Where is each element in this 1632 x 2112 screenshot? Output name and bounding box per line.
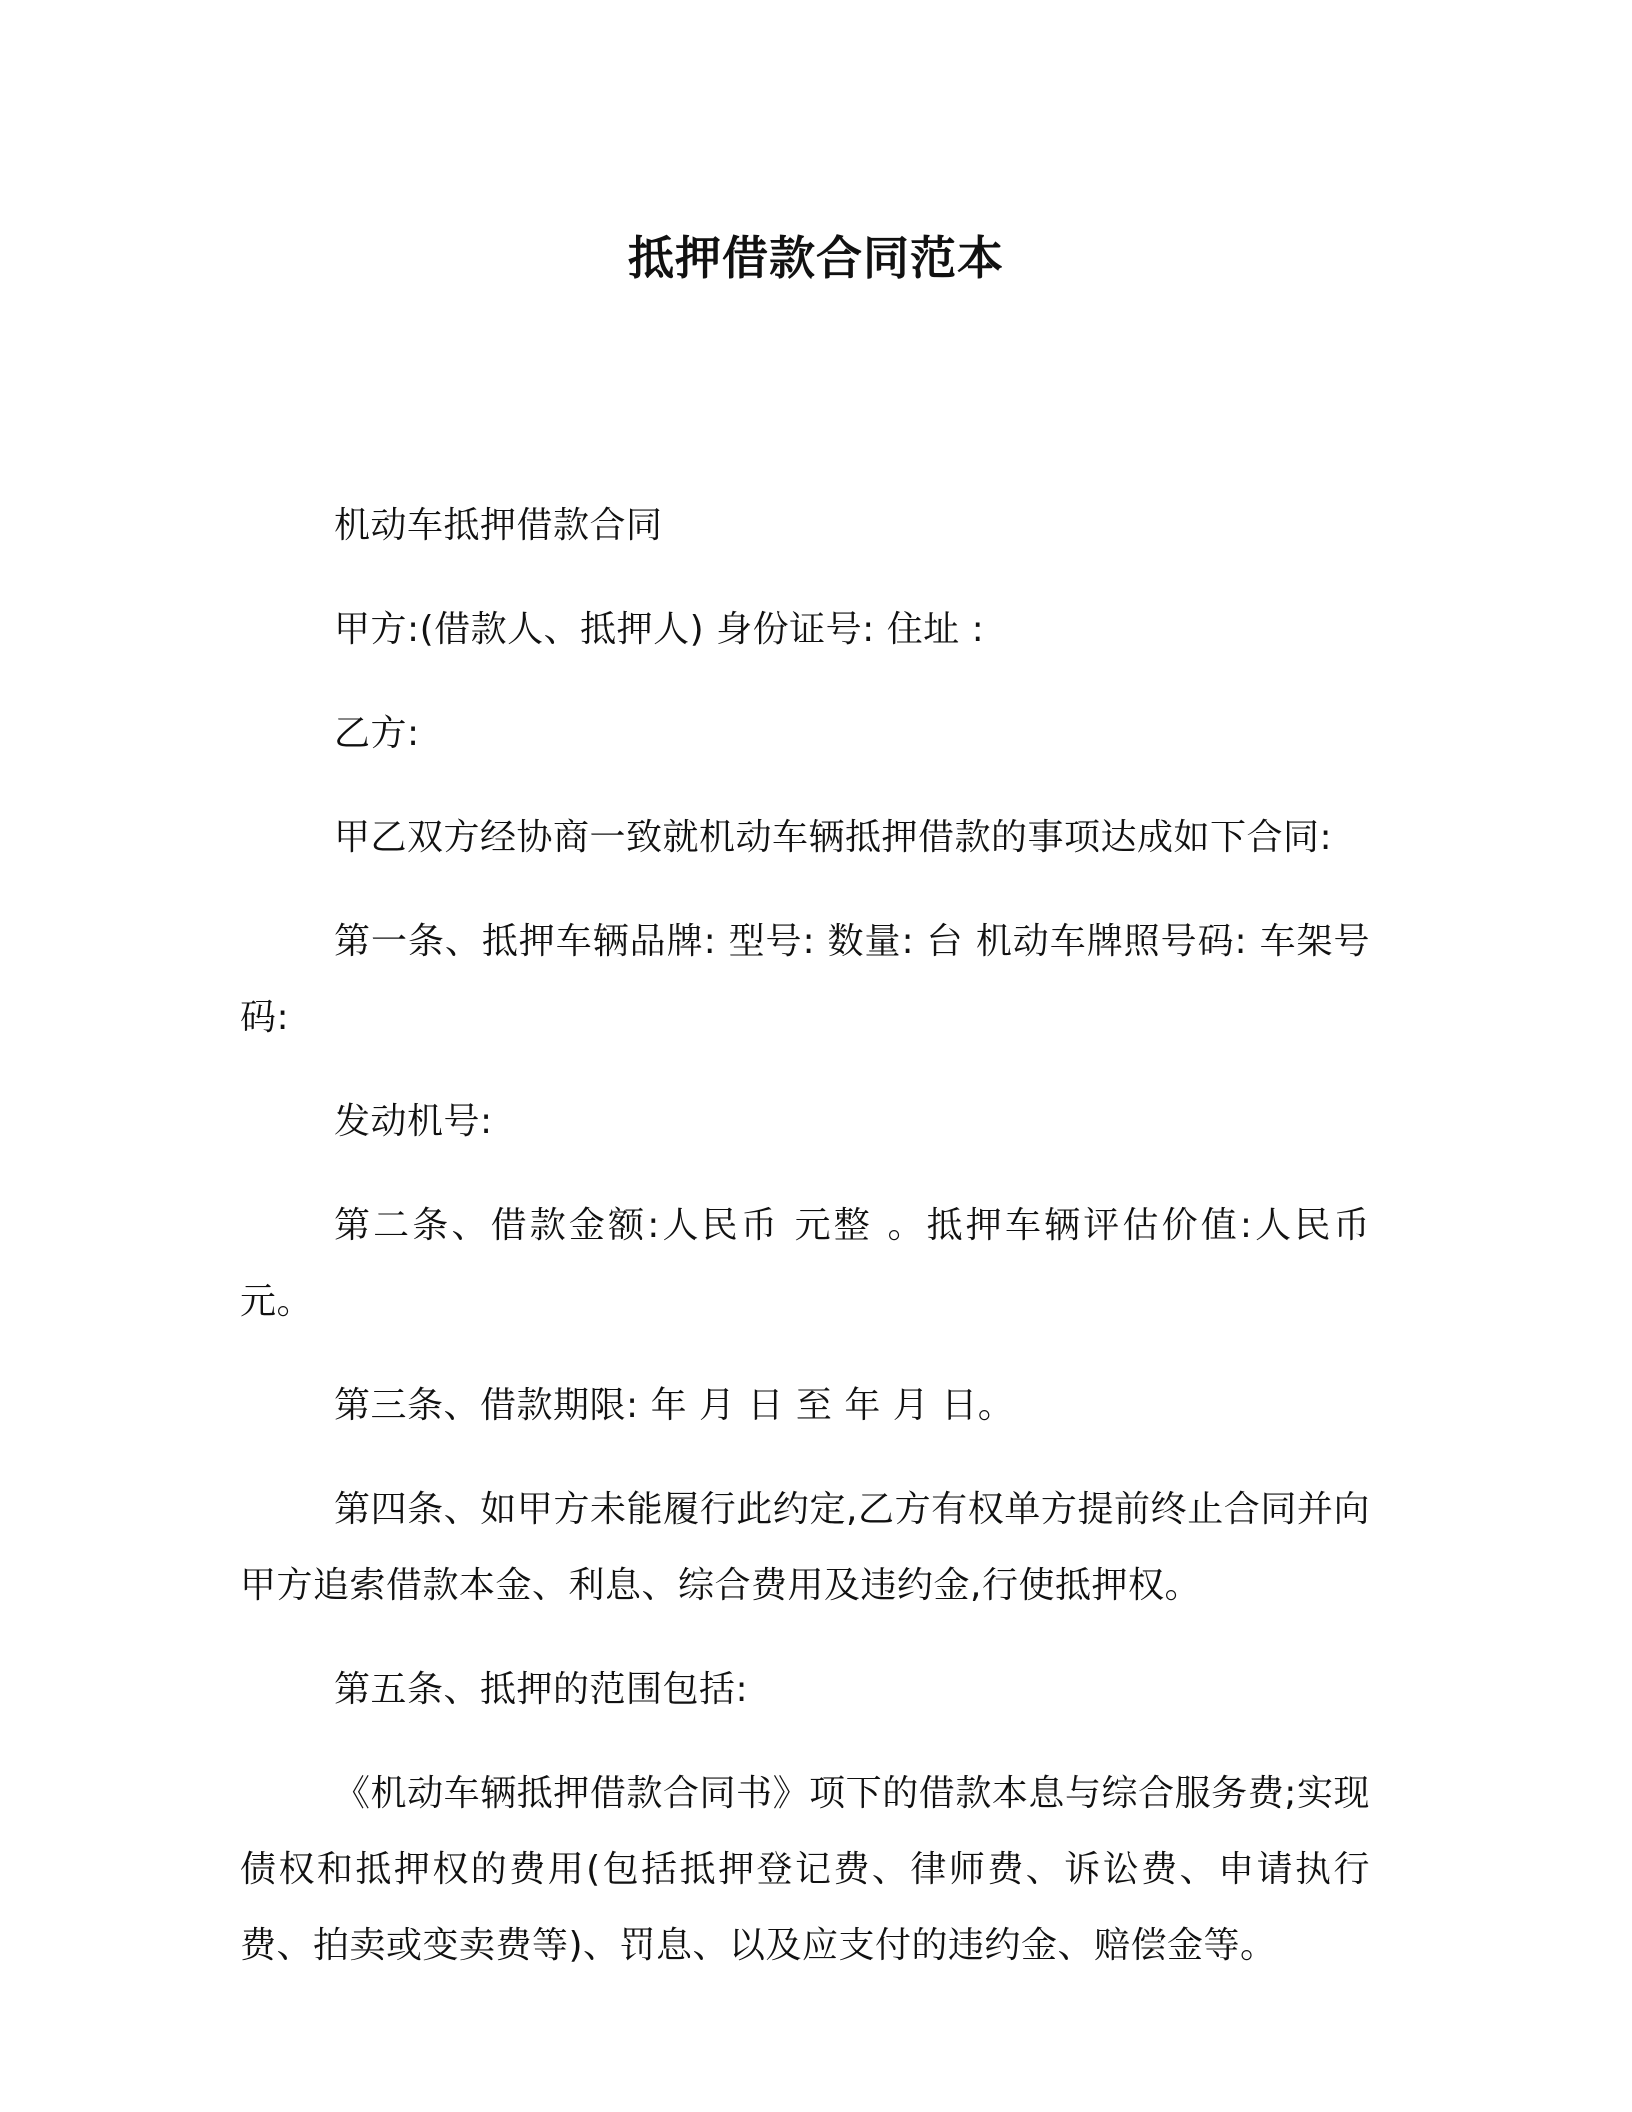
paragraph-party-b: 乙方: <box>334 713 420 754</box>
paragraph-article-3: 第三条、借款期限: 年 月 日 至 年 月 日。 <box>334 1385 1015 1426</box>
paragraph-article-5: 第五条、抵押的范围包括: <box>334 1669 749 1710</box>
paragraph-article-5-scope: 《机动车辆抵押借款合同书》项下的借款本息与综合服务费;实现债权和抵押权的费用(包括抵押登记费、律师费、诉讼费、申请执行费、拍卖或变卖费等)、罚息、以及应支付的违约金、赔偿金等。 <box>240 1773 1370 1966</box>
paragraph-article-2: 第二条、借款金额:人民币 元整 。抵押车辆评估价值:人民币 元。 <box>240 1205 1370 1322</box>
paragraph-agreement-intro: 甲乙双方经协商一致就机动车辆抵押借款的事项达成如下合同: <box>334 817 1333 858</box>
paragraph-engine-number: 发动机号: <box>334 1101 493 1142</box>
document-title: 抵押借款合同范本 <box>628 231 1004 285</box>
paragraph-article-1: 第一条、抵押车辆品牌: 型号: 数量: 台 机动车牌照号码: 车架号码: <box>240 921 1370 1038</box>
paragraph-article-4: 第四条、如甲方未能履行此约定,乙方有权单方提前终止合同并向甲方追索借款本金、利息、综合费用及违约金,行使抵押权。 <box>240 1489 1370 1606</box>
paragraph-contract-heading: 机动车抵押借款合同 <box>334 505 663 546</box>
document-body <box>240 488 1370 2012</box>
paragraph-party-a: 甲方:(借款人、抵押人) 身份证号: 住址 : <box>334 609 985 650</box>
